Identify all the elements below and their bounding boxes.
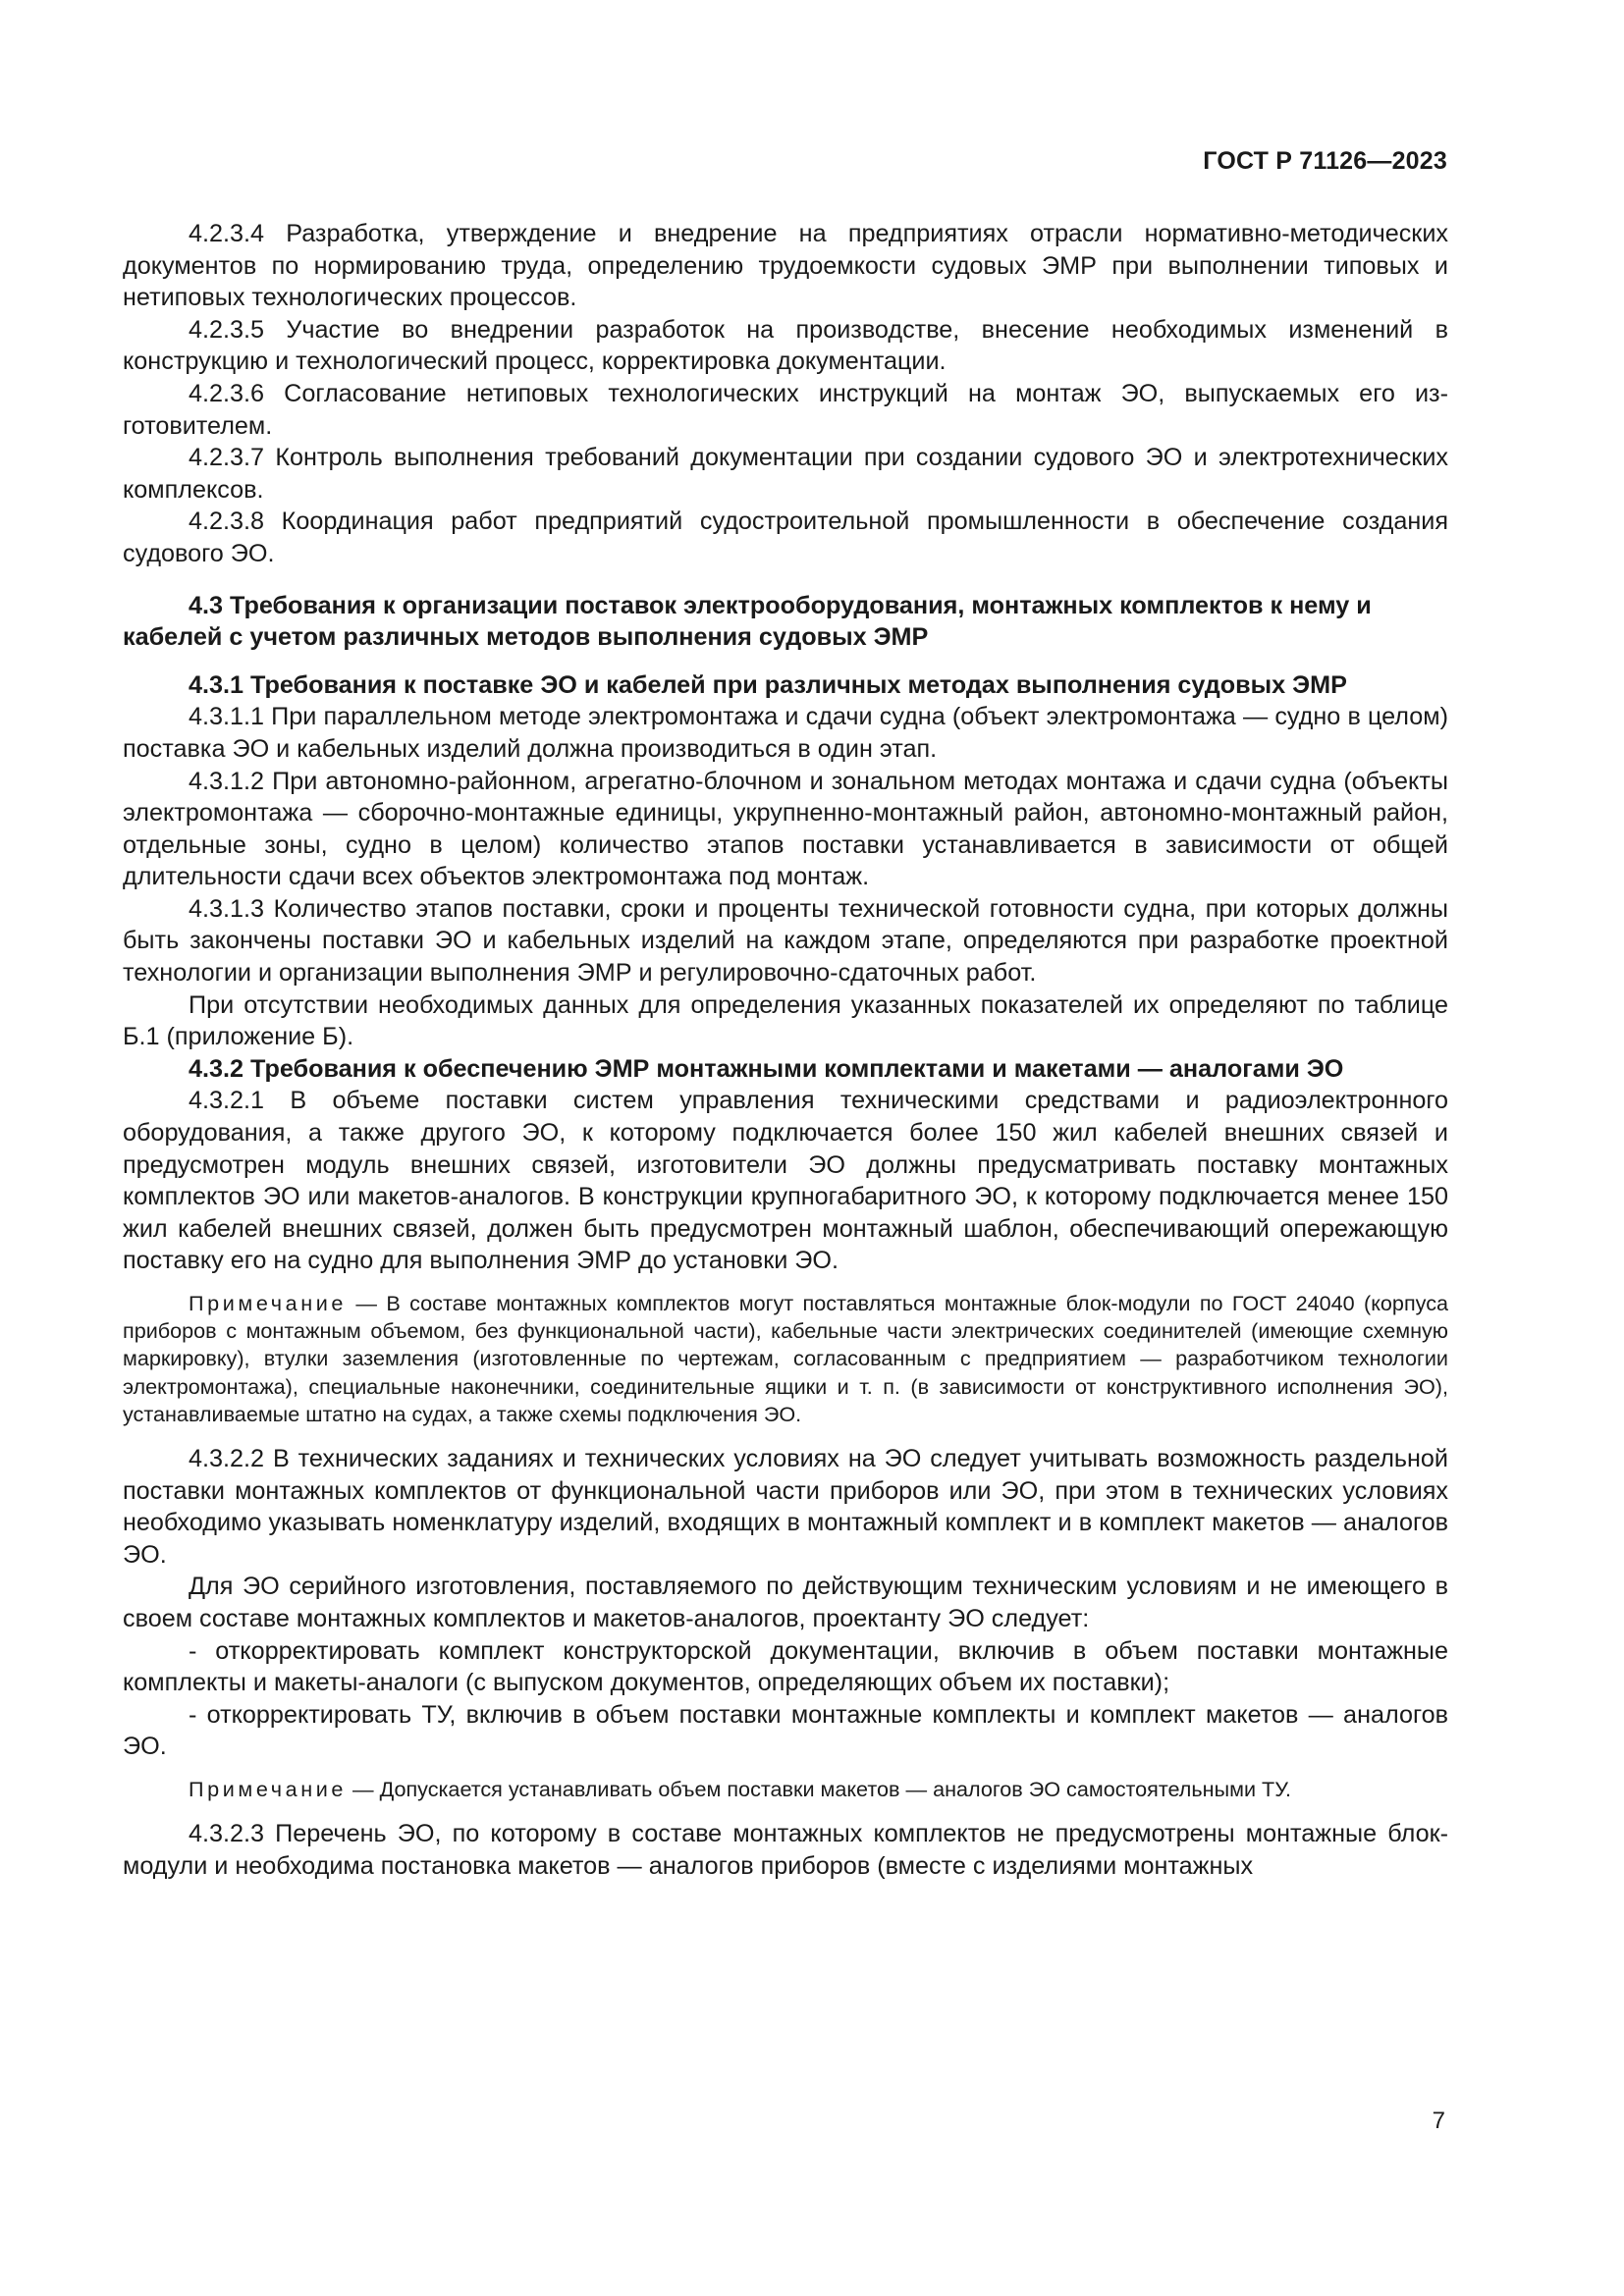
paragraph-4-3-1-2: 4.3.1.2 При автономно-районном, агрегатно-блочном и зональном методах монтажа и сдачи судна (объекты электромонтажа — сборочно-монтажные единицы, укрупненно-монтажный район, автономно-монтажный район, отдельные зоны, судно в целом) количество этапов поставки устанавливается в зависимости от общей длительности сдачи всех объектов электромонтажа под монтаж. [123,767,1448,891]
note-2-label: Примечание [189,1776,347,1801]
note-1 [123,1290,1448,1428]
paragraph-4-2-3-4: 4.2.3.4 Разработка, утверждение и внедрение на предприятиях отрасли нормативно-методических документов по нормированию труда, определению трудоемкости судовых ЭМР при выполнении типовых и нетиповых технологических процессов. [123,220,1448,312]
paragraph-4-2-3-5: 4.2.3.5 Участие во внедрении разработок на производстве, внесение необходимых изменений в конструкцию и технологический процесс, корректировка документации. [123,315,1448,376]
note-1-text: — В составе монтажных комплектов могут поставляться монтажные блок-модули по ГОСТ 24040 (корпуса приборов с монтажным объемом, без функциональной части), кабельные части электрических соединителей (имеющие схемную маркировку), втулки заземления (изготовленные по чертежам, согласованным с предприятием — разработчиком технологии электромонтажа), специальные наконечники, соединительные ящики и т. п. (в зависимости от конструктивного исполнения ЭО), устанавливаемые штатно на судах, а также схемы подключения ЭО. [123,1291,1448,1426]
page-number: 7 [1432,2108,1445,2134]
paragraph-4-3-2-2: 4.3.2.2 В технических заданиях и технических условиях на ЭО следует учитывать возможность раздельной поставки монтажных комплектов от функциональной части приборов или ЭО, при этом в технических условиях необходимо указывать номенклатуру изделий, входящих в монтажный комплект и в комплект макетов — аналогов ЭО. [123,1445,1448,1569]
paragraph-4-3-2-2-serial: Для ЭО серийного изготовления, поставляемого по действующим техническим условиям и не имеющего в своем составе монтажных комплектов и макетов-аналогов, проектанту ЭО следует: [123,1573,1448,1632]
paragraph-4-2-3-7: 4.2.3.7 Контроль выполнения требований документации при создании судового ЭО и электротехнических комплексов. [123,444,1448,504]
document-code: ГОСТ Р 71126—2023 [1203,147,1447,175]
section-heading-4-3: 4.3 Требования к организации поставок электрооборудования, монтажных комплектов к нему и кабелей с учетом различных методов выполнения судовых ЭМР [123,591,1372,652]
subsection-heading-4-3-2: 4.3.2 Требования к обеспечению ЭМР монтажными комплектами и макетами — аналогами ЭО [189,1054,1344,1083]
list-item-correct-documentation: - откорректировать комплект конструкторской документации, включив в объем поставки монтажные комплекты и макеты-аналоги (с выпуском документов, определяющих объем их поставки); [123,1636,1448,1697]
paragraph-4-3-2-1: 4.3.2.1 В объеме поставки систем управления техническими средствами и радиоэлектронного оборудования, а также другого ЭО, к которому подключается более 150 жил кабелей внешних связей и предусмотрен модуль внешних связей, изготовители ЭО должны предусматривать поставку монтажных комплектов ЭО или макетов-аналогов. В конструкции крупногабаритного ЭО, к которому подключается менее 150 жил кабелей внешних связей, должен быть предусмотрен монтажный шаблон, обеспечивающий опережающую поставку его на судно для выполнения ЭМР до установки ЭО. [123,1087,1448,1275]
list-item-correct-tu: - откорректировать ТУ, включив в объем поставки монтажные комплекты и комплект макетов — аналогов ЭО. [123,1700,1448,1761]
note-1-label: Примечание [189,1291,347,1315]
paragraph-4-3-1-1: 4.3.1.1 При параллельном методе электромонтажа и сдачи судна (объект электромонтажа — судно в целом) поставка ЭО и кабельных изделий должна производиться в один этап. [123,703,1448,763]
subsection-heading-4-3-1: 4.3.1 Требования к поставке ЭО и кабелей при различных методах выполнения судовых ЭМР [189,670,1347,699]
paragraph-4-3-1-3: 4.3.1.3 Количество этапов поставки, сроки и проценты технической готовности судна, при которых должны быть закончены поставки ЭО и кабельных изделий на каждом этапе, определяются при разработке проектной технологии и организации выполнения ЭМР и регулировочно-сдаточных работ. [123,894,1448,988]
document-body [123,218,1448,1882]
paragraph-4-2-3-6: 4.2.3.6 Согласование нетиповых технологических инструкций на монтаж ЭО, выпускаемых его изготовителем. [123,379,1448,440]
note-2-text: — Допускается устанавливать объем поставки макетов — аналогов ЭО самостоятельными ТУ. [347,1776,1292,1801]
note-2 [123,1776,1448,1803]
paragraph-4-3-1-3-continued: При отсутствии необходимых данных для определения указанных показателей их определяют по таблице Б.1 (приложение Б). [123,990,1448,1051]
paragraph-4-3-2-3: 4.3.2.3 Перечень ЭО, по которому в составе монтажных комплектов не предусмотрены монтажные блок-модули и необходима постановка макетов — аналогов приборов (вместе с изделиями монтажных [123,1820,1448,1880]
paragraph-4-2-3-8: 4.2.3.8 Координация работ предприятий судостроительной промышленности в обеспечение создания судового ЭО. [123,507,1448,567]
